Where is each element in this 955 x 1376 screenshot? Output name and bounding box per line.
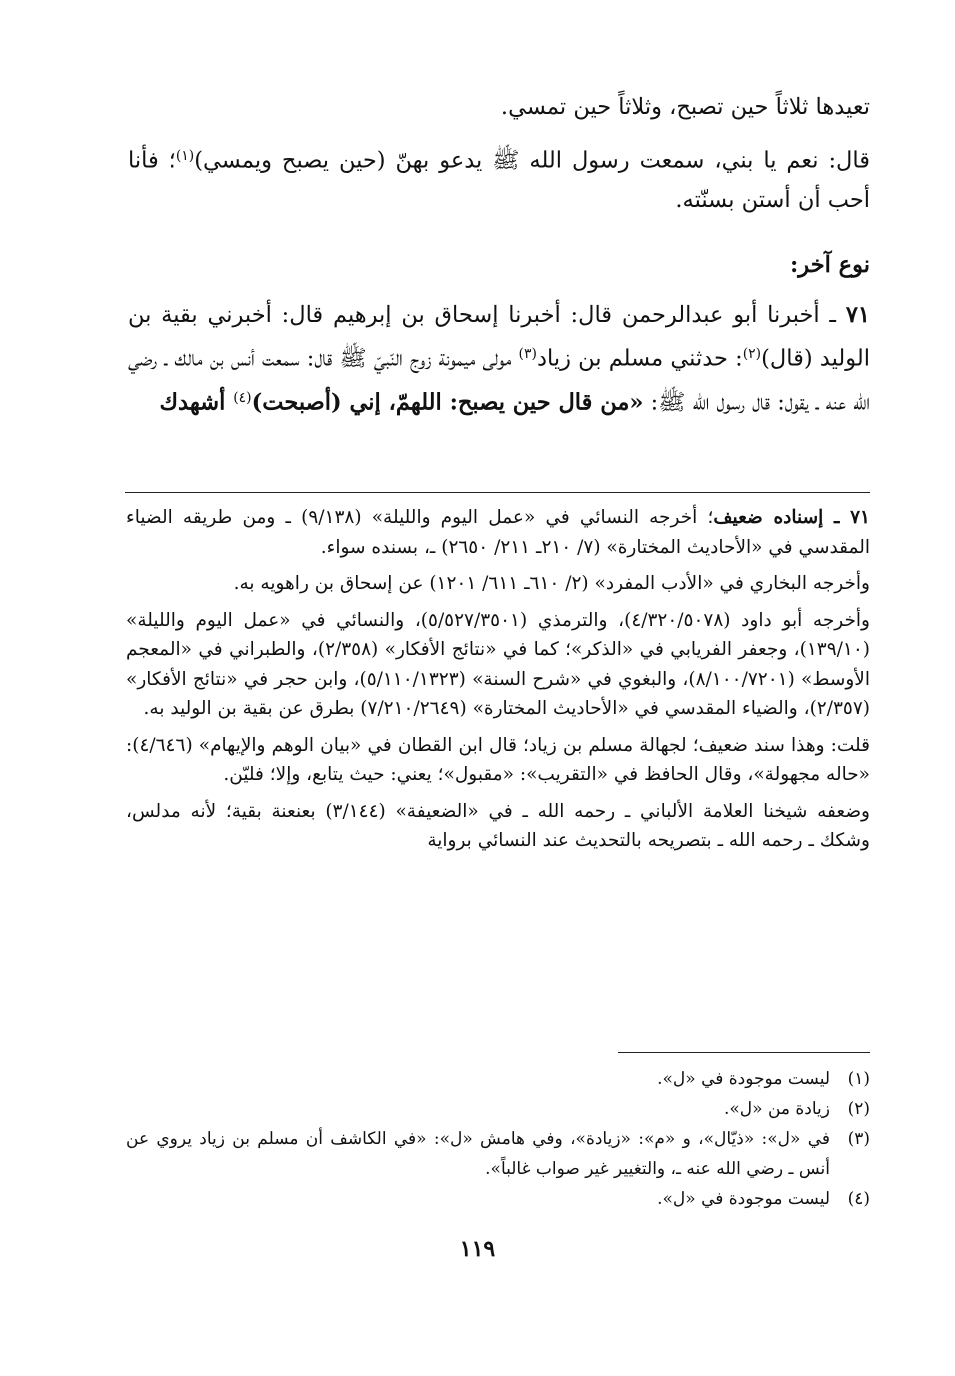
takhrij-para-4: قلت: وهذا سند ضعيف؛ لجهالة مسلم بن زياد؛ قال ابن القطان في «بيان الوهم والإيهام» (٤/٦٤٦): «حاله مجهولة»، وقال الحافظ في «التقريب»: «مقبول»؛ يعني: حيث يتابع، وإلا؛ فليّن. — [126, 734, 870, 785]
footnote-3 — [126, 1124, 870, 1184]
takhrij-notes — [126, 503, 870, 863]
hadith-bold-text: «من قال حين يصبح: اللهمّ، إني (أصبحت) — [251, 389, 644, 416]
hadith-number: ٧١ — [845, 302, 870, 328]
footnote-number: (٤) — [847, 1189, 870, 1209]
footnote-text: زيادة من «ل». — [723, 1099, 830, 1119]
takhrij-para-1 — [126, 503, 870, 562]
main-para-2 — [128, 137, 870, 220]
main-text-top — [128, 88, 870, 230]
hadith-text-b: : حدثني مسلم بن زياد — [536, 345, 743, 372]
footnote-2 — [126, 1094, 870, 1124]
footnote-ref-2: (٢) — [742, 346, 762, 362]
footnote-ref-4: (٤) — [233, 389, 252, 406]
footnote-number: (٢) — [847, 1099, 870, 1119]
footnote-4 — [126, 1184, 870, 1214]
hadith-bold-text-2: أشهدك — [159, 389, 234, 416]
footnote-text: ليست موجودة في «ل». — [657, 1069, 830, 1089]
main-line-1: تعيدها ثلاثاً حين تصبح، وثلاثاً حين تمسي. — [500, 94, 870, 120]
main-para-2-text-b: ؛ فأنا أحب أن أستن بسنّته. — [128, 147, 870, 213]
hadith-text-c: مولى ميمونة زوج النّبيّ ﷺ قال: سمعت أنس بن مالك ـ رضي الله عنه ـ يقول: قال رسول الله ﷺ: — [128, 345, 870, 416]
footnote-ref-3: (٣) — [518, 346, 537, 362]
section-heading: نوع آخر: — [789, 252, 870, 278]
takhrij-para-1-text: ؛ أخرجه النسائي في «عمل اليوم والليلة» (٩/١٣٨) ـ ومن طريقه الضياء المقدسي في «الأحاديث المختارة» (٧/ ٢١٠ـ ٢١١/ ٢٦٥٠) ـ، بسنده سواء. — [126, 507, 870, 558]
footnotes — [126, 1064, 870, 1214]
main-para-2-text-a: قال: نعم يا بني، سمعت رسول الله ﷺ يدعو بهنّ (حين يصبح ويمسي) — [194, 147, 870, 174]
footnote-text: في «ل»: «ذيّال»، و «م»: «زيادة»، وفي هامش «ل»: «في الكاشف أن مسلم بن زياد يروي عن أنس ـ رضي الله عنه ـ، والتغيير غير صواب غالباً». — [126, 1129, 830, 1179]
takhrij-para-3: وأخرجه أبو داود (٤/٣٢٠/٥٠٧٨)، والترمذي (٥/٥٢٧/٣٥٠١)، والنسائي في «عمل اليوم والليلة» (١٣٩/١٠)، وجعفر الفريابي في «الذكر»؛ كما في «نتائج الأفكار» (٢/٣٥٨)، والطبراني في «المعجم الأوسط» (٨/١٠٠/٧٢٠١)، والبغوي في «شرح السنة» (٥/١١٠/١٣٢٣)، وابن حجر في «نتائج الأفكار» (٢/٣٥٧)، والضياء المقدسي في «الأحاديث المختارة» (٧/٢١٠/٢٦٤٩) بطرق عن بقية بن الوليد به. — [126, 609, 870, 719]
page-number: ١١٩ — [459, 1236, 496, 1262]
hadith-text — [128, 296, 870, 422]
main-separator-rule — [125, 492, 870, 493]
hadith-paragraph — [128, 296, 870, 432]
footnote-ref-1: (١) — [175, 148, 195, 164]
takhrij-para-2: وأخرجه البخاري في «الأدب المفرد» (٢/ ٦١٠ـ ٦١١/ ١٢٠١) عن إسحاق بن راهويه به. — [233, 573, 870, 594]
footnote-number: (١) — [847, 1069, 870, 1089]
footnote-separator-rule — [618, 1052, 870, 1053]
takhrij-number: ٧١ — [850, 507, 870, 528]
footnote-number: (٣) — [847, 1129, 870, 1149]
takhrij-para-5: وضعفه شيخنا العلامة الألباني ـ رحمه الله ـ في «الضعيفة» (٣/١٤٤) بعنعنة بقية؛ لأنه مدلس، وشكك ـ رحمه الله ـ بتصريحه بالتحديث عند النسائي برواية — [126, 800, 870, 851]
hadith-text-a: ـ أخبرنا أبو عبدالرحمن قال: أخبرنا إسحاق بن إبرهيم قال: أخبرني بقية بن الوليد (قال) — [128, 302, 870, 372]
takhrij-grade-label: ـ إسناده ضعيف — [713, 507, 851, 528]
footnote-1 — [126, 1064, 870, 1094]
footnote-text: ليست موجودة في «ل». — [657, 1189, 830, 1209]
